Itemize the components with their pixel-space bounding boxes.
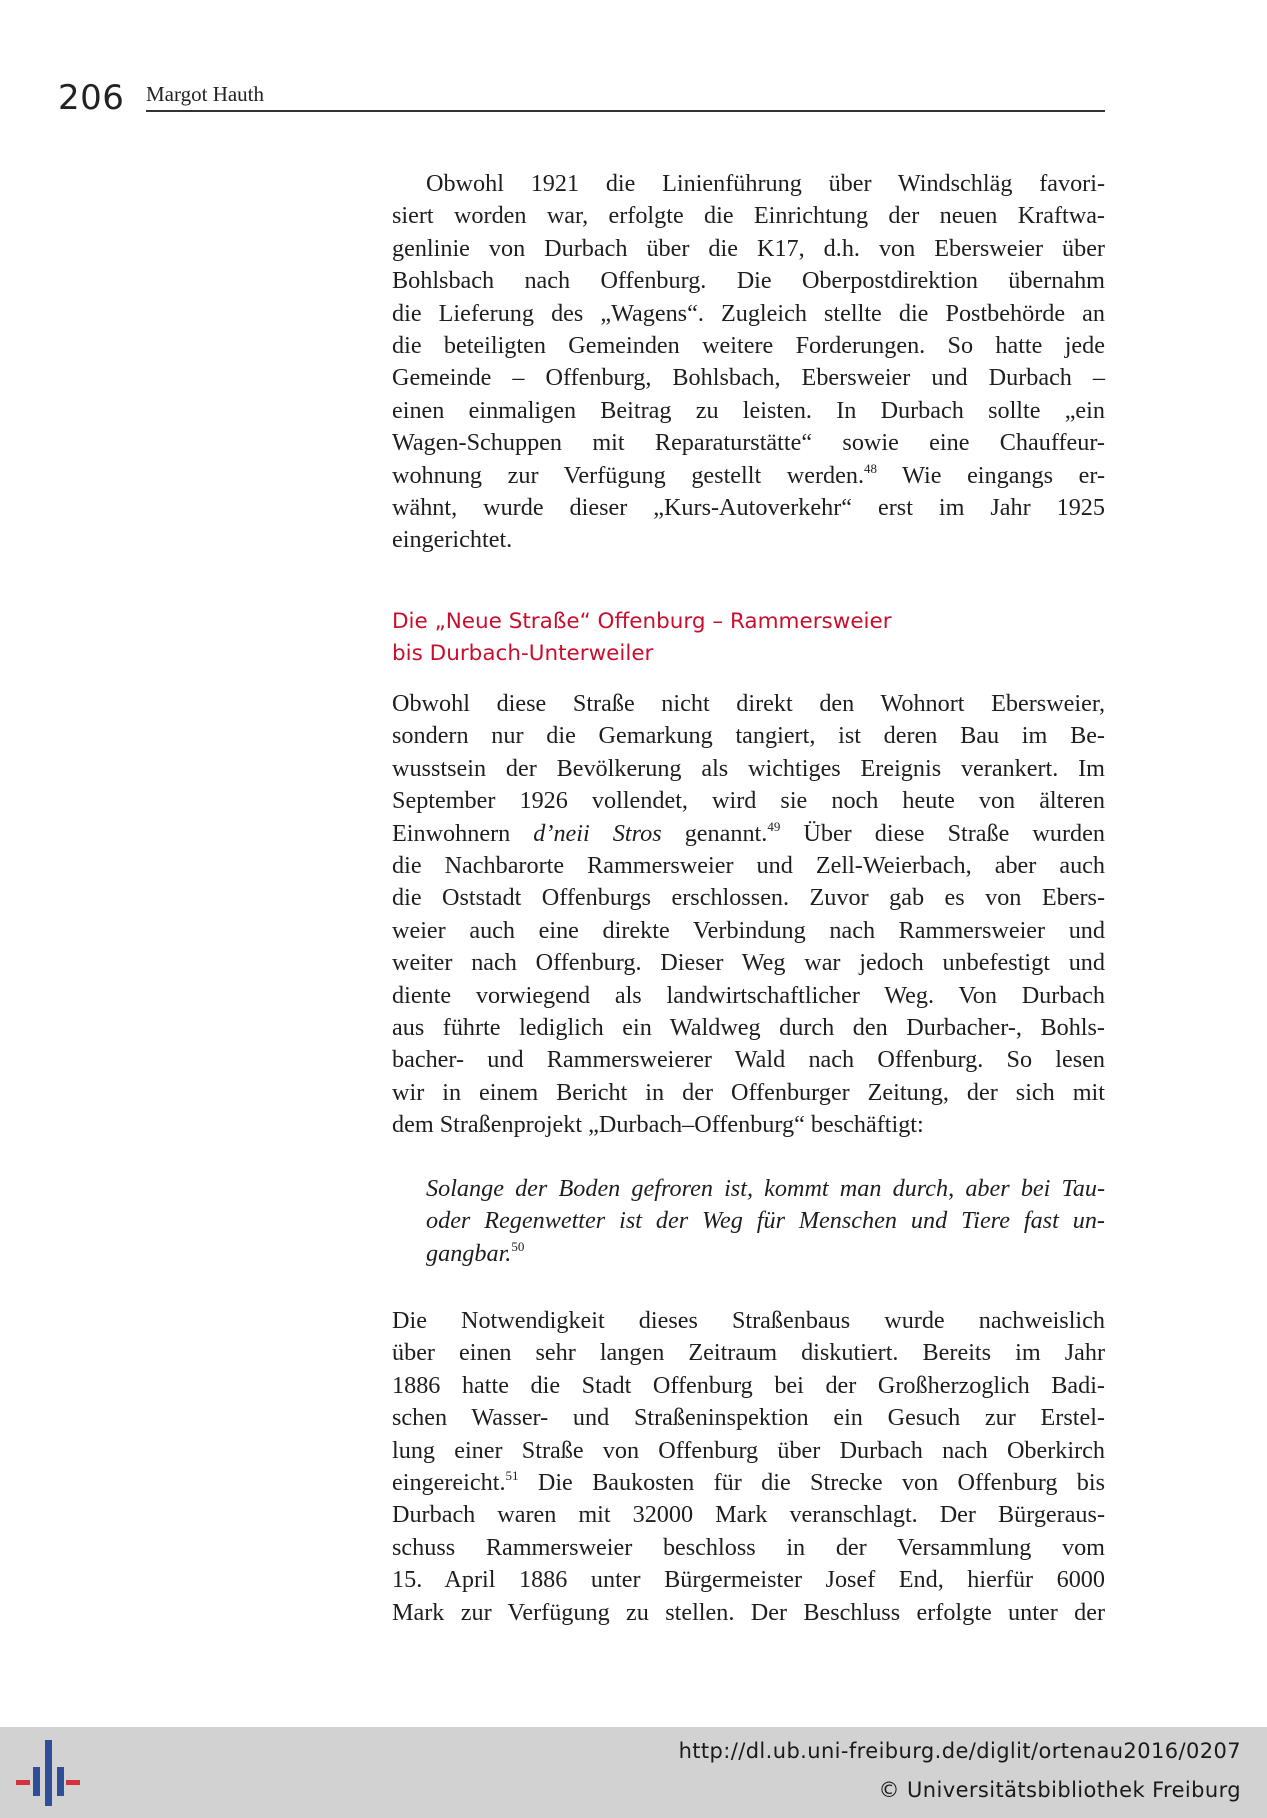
- text-line: [392, 1467, 1105, 1499]
- text-line: wusstsein der Bevölkerung als wichtiges Ereignis verankert. Im: [392, 754, 1105, 782]
- text-segment: Einwohnern: [392, 819, 534, 847]
- text-line: die Oststadt Offenburgs erschlossen. Zuvor gab es von Ebers-: [392, 884, 1105, 912]
- page-number: 206: [58, 78, 125, 118]
- text-line: wir in einem Bericht in der Offenburger Zeitung, der sich mit: [392, 1078, 1105, 1106]
- text-line: einen einmaligen Beitrag zu leisten. In Durbach sollte „ein: [392, 396, 1105, 424]
- header-rule: [146, 110, 1105, 112]
- text-line: siert worden war, erfolgte die Einrichtung der neuen Kraftwa-: [392, 202, 1105, 230]
- text-line: sondern nur die Gemarkung tangiert, ist deren Bau im Be-: [392, 722, 1105, 750]
- library-logo-icon: [16, 1740, 80, 1806]
- footnote-marker: 49: [767, 818, 781, 834]
- section-heading-line: Die „Neue Straße“ Offenburg – Rammersweier: [392, 609, 892, 634]
- text-line: wähnt, wurde dieser „Kurs-Autoverkehr“ erst im Jahr 1925: [392, 493, 1105, 521]
- text-line: [392, 818, 1105, 850]
- permalink-url[interactable]: http://dl.ub.uni-freiburg.de/diglit/ortenau2016/0207: [678, 1739, 1241, 1763]
- text-segment: Wie eingangs er-: [877, 461, 1105, 489]
- footnote-marker: 50: [511, 1238, 525, 1254]
- text-line: Wagen-Schuppen mit Reparaturstätte“ sowie eine Chauffeur-: [392, 429, 1105, 457]
- text-segment: Die Baukosten für die Strecke von Offenburg bis: [518, 1468, 1105, 1496]
- paragraph-1: [392, 168, 1105, 557]
- copyright-notice: © Universitätsbibliothek Freiburg: [878, 1778, 1241, 1802]
- quote-line: Solange der Boden gefroren ist, kommt man durch, aber bei Tau-: [426, 1175, 1105, 1202]
- text-line: Gemeinde – Offenburg, Bohlsbach, Ebersweier und Durbach –: [392, 364, 1105, 392]
- text-line: [392, 460, 1105, 492]
- paragraph-3: [392, 1305, 1105, 1629]
- footnote-marker: 48: [864, 460, 878, 476]
- text-segment: gangbar.: [426, 1239, 512, 1267]
- text-line: die Nachbarorte Rammersweier und Zell-Weierbach, aber auch: [392, 851, 1105, 879]
- text-line: schen Wasser- und Straßeninspektion ein Gesuch zur Erstel-: [392, 1404, 1105, 1432]
- text-line: weier auch eine direkte Verbindung nach Rammersweier und: [392, 916, 1105, 944]
- text-line: diente vorwiegend als landwirtschaftlicher Weg. Von Durbach: [392, 981, 1105, 1009]
- text-line: Durbach waren mit 32000 Mark veranschlagt. Der Bürgeraus-: [392, 1501, 1105, 1529]
- text-line: aus führte lediglich ein Waldweg durch den Durbacher-, Bohls-: [392, 1013, 1105, 1041]
- text-line: 15. April 1886 unter Bürgermeister Josef End, hierfür 6000: [392, 1566, 1105, 1594]
- text-line: eingerichtet.: [392, 526, 513, 554]
- text-line: über einen sehr langen Zeitraum diskutiert. Bereits im Jahr: [392, 1339, 1105, 1367]
- block-quote: [426, 1173, 1105, 1270]
- section-heading: [392, 606, 1105, 670]
- text-line: Obwohl diese Straße nicht direkt den Wohnort Ebersweier,: [392, 690, 1105, 717]
- text-line: Mark zur Verfügung zu stellen. Der Beschluss erfolgte unter der: [392, 1598, 1105, 1626]
- footnote-marker: 51: [505, 1467, 519, 1483]
- text-line: September 1926 vollendet, wird sie noch heute von älteren: [392, 787, 1105, 815]
- text-line: lung einer Straße von Offenburg über Durbach nach Oberkirch: [392, 1436, 1105, 1464]
- text-line: Die Notwendigkeit dieses Straßenbaus wurde nachweislich: [392, 1307, 1105, 1334]
- text-line: Obwohl 1921 die Linienführung über Windschläg favori-: [426, 170, 1105, 197]
- text-line: dem Straßenprojekt „Durbach–Offenburg“ beschäftigt:: [392, 1111, 924, 1139]
- text-line: genlinie von Durbach über die K17, d.h. von Ebersweier über: [392, 234, 1105, 262]
- quote-line: oder Regenwetter ist der Weg für Menschen und Tiere fast un-: [426, 1207, 1105, 1235]
- paragraph-2: [392, 688, 1105, 1141]
- quote-line: [426, 1238, 1105, 1270]
- dialect-term: d’neii Stros: [533, 819, 662, 847]
- text-line: schuss Rammersweier beschloss in der Versammlung vom: [392, 1533, 1105, 1561]
- text-line: bacher- und Rammersweierer Wald nach Offenburg. So lesen: [392, 1046, 1105, 1074]
- text-line: Bohlsbach nach Offenburg. Die Oberpostdirektion übernahm: [392, 267, 1105, 295]
- text-line: die Lieferung des „Wagens“. Zugleich stellte die Postbehörde an: [392, 299, 1105, 327]
- section-heading-line: bis Durbach-Unterweiler: [392, 641, 654, 666]
- text-line: 1886 hatte die Stadt Offenburg bei der Großherzoglich Badi-: [392, 1371, 1105, 1399]
- text-line: weiter nach Offenburg. Dieser Weg war jedoch unbefestigt und: [392, 949, 1105, 977]
- text-line: die beteiligten Gemeinden weitere Forderungen. So hatte jede: [392, 331, 1105, 359]
- text-segment: eingereicht.: [392, 1468, 506, 1496]
- text-segment: Über diese Straße wurden: [780, 819, 1105, 847]
- text-segment: wohnung zur Verfügung gestellt werden.: [392, 461, 865, 489]
- running-head-author: Margot Hauth: [146, 82, 265, 106]
- text-segment: genannt.: [661, 819, 768, 847]
